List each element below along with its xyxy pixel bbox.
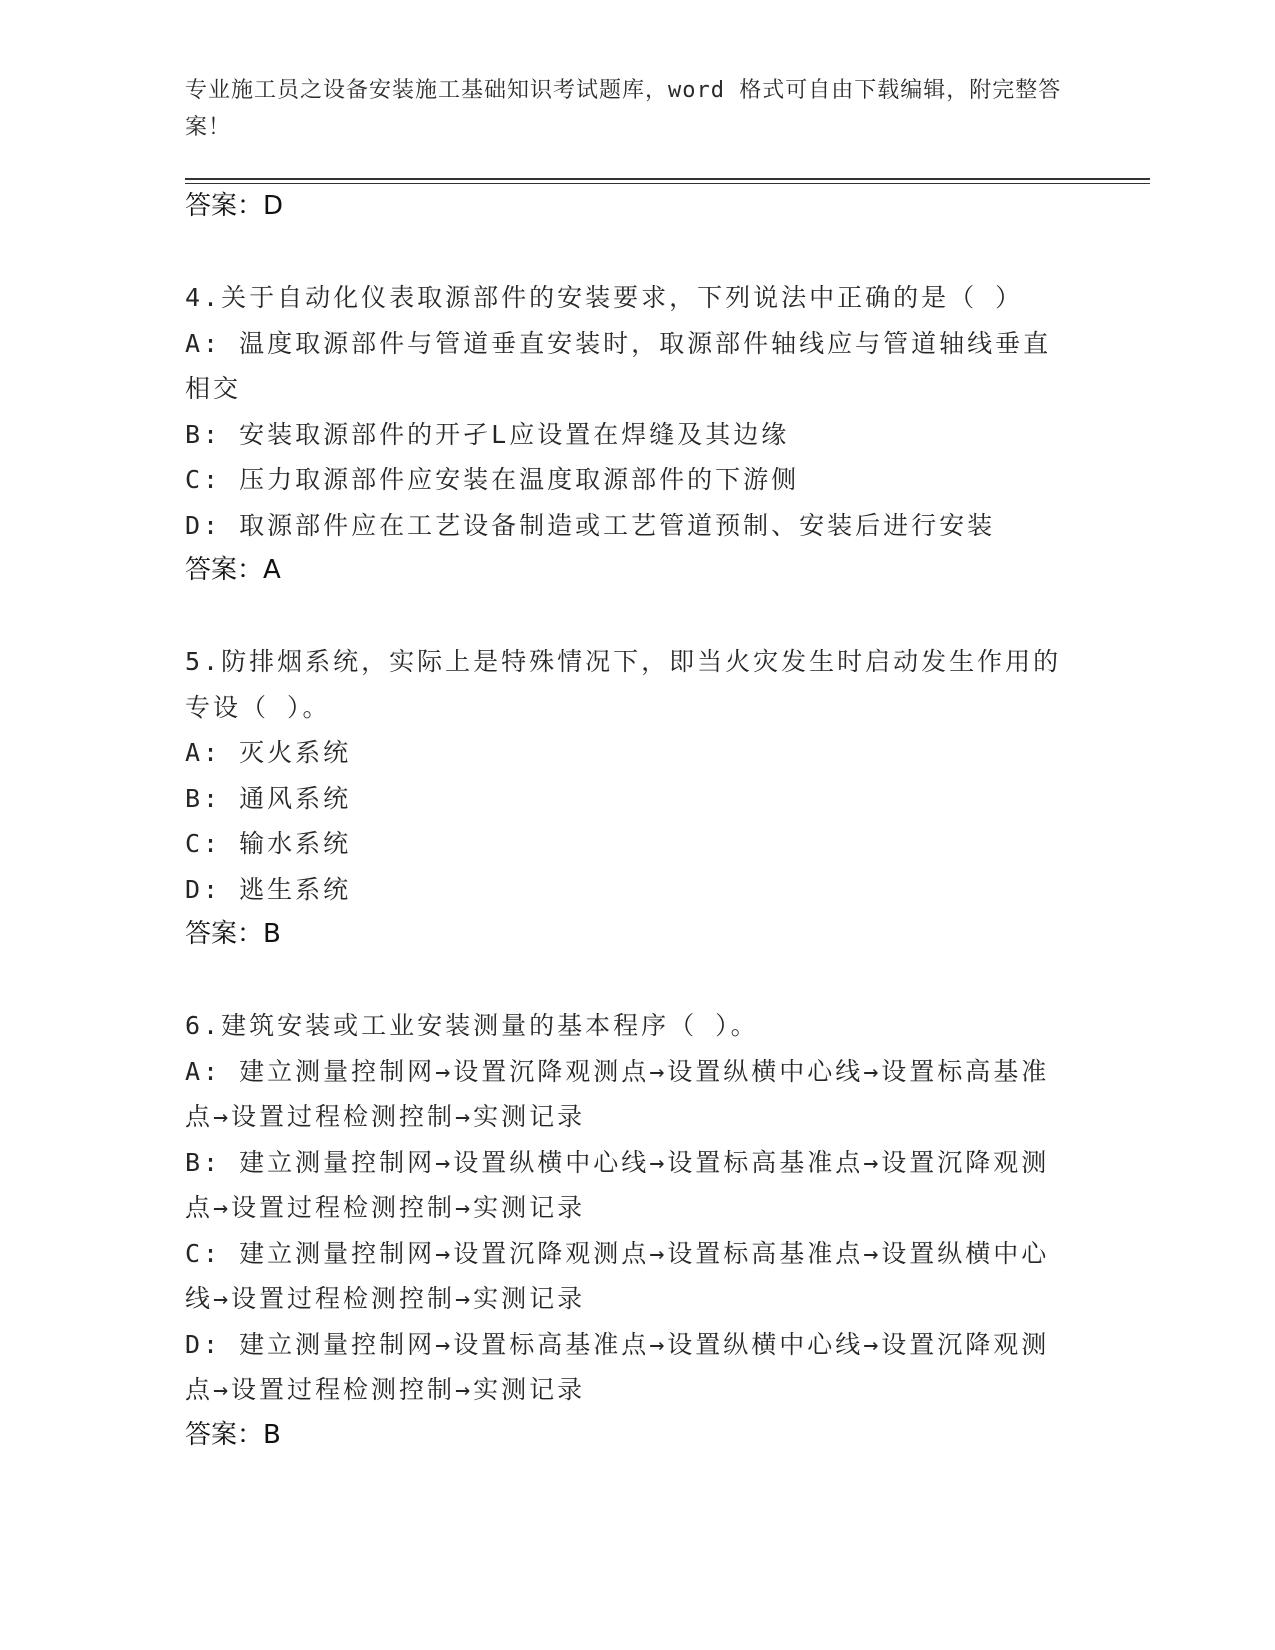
answer-line: 答案：B [185,919,281,949]
previous-question-answer: 答案：D [185,191,284,221]
option-c: C: 建立测量控制网→设置沉降观测点→设置标高基准点→设置纵横中心线→设置过程检测控制→实测记录 [185,1238,1050,1313]
answer-line: 答案：B [185,1419,281,1450]
option-d: D: 取源部件应在工艺设备制造或工艺管道预制、安装后进行安装 [185,510,996,540]
question-stem: 5.防排烟系统，实际上是特殊情况下，即当火灾发生时启动发生作用的专设（ ）。 [185,647,1062,722]
document-header: 专业施工员之设备安装施工基础知识考试题库，word 格式可自由下载编辑，附完整答案！ [185,78,1062,140]
question-5 [185,639,1065,957]
option-c: C: 压力取源部件应安装在温度取源部件的下游侧 [185,465,800,494]
option-b: B: 安装取源部件的开孑L应设置在焊缝及其边缘 [185,419,790,449]
question-stem: 4.关于自动化仪表取源部件的安装要求，下列说法中正确的是（ ） [185,283,1024,312]
question-6 [185,1003,1065,1458]
option-b: B: 建立测量控制网→设置纵横中心线→设置标高基准点→设置沉降观测点→设置过程检测控制→实测记录 [185,1147,1050,1222]
answer-line: 答案：A [185,555,281,585]
option-c: C: 输水系统 [185,829,352,858]
option-d: D: 逃生系统 [185,874,352,904]
option-a: A: 建立测量控制网→设置沉降观测点→设置纵横中心线→设置标高基准点→设置过程检测控制→实测记录 [185,1056,1050,1131]
header-divider-thick [185,178,1150,180]
question-4 [185,275,1065,593]
question-stem: 6.建筑安装或工业安装测量的基本程序（ ）。 [185,1011,759,1040]
document-body [185,184,1065,1458]
option-d: D: 建立测量控制网→设置标高基准点→设置纵横中心线→设置沉降观测点→设置过程检测控制→实测记录 [185,1329,1050,1404]
option-a: A: 灭火系统 [185,738,352,767]
option-a: A: 温度取源部件与管道垂直安装时，取源部件轴线应与管道轴线垂直相交 [185,328,1052,403]
option-b: B: 通风系统 [185,783,352,813]
